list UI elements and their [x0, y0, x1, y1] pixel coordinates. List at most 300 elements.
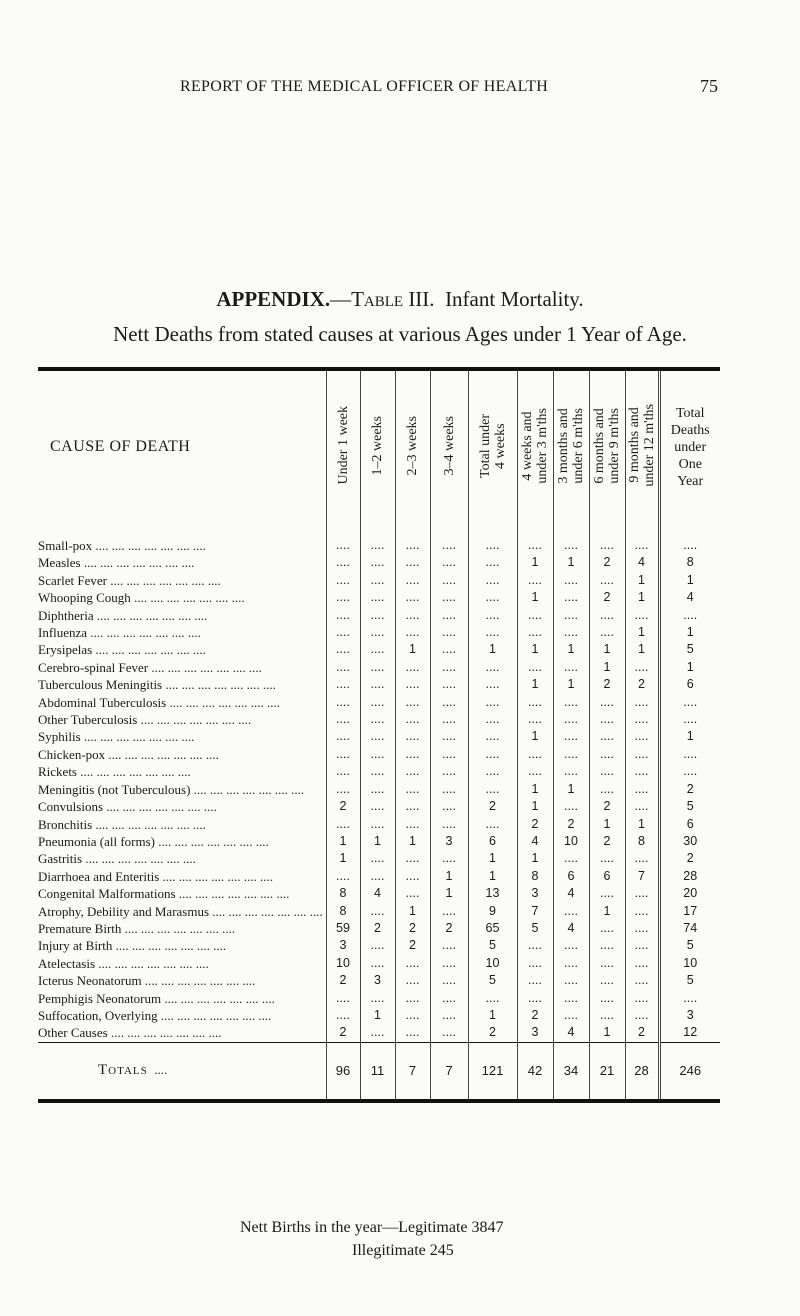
cause-cell: Small-pox .... .... .... .... .... .... ....	[38, 538, 206, 553]
value-cell: ....	[326, 781, 360, 798]
value-cell: ....	[360, 937, 395, 954]
value-cell: 6	[553, 868, 589, 885]
value-cell: ....	[517, 746, 553, 763]
value-cell: ....	[395, 728, 430, 745]
value-cell: ....	[430, 641, 468, 658]
cause-cell: Pemphigis Neonatorum .... .... .... .... .... .... ....	[38, 990, 275, 1006]
value-cell: 1	[625, 589, 659, 606]
value-cell: ....	[430, 1007, 468, 1024]
age-header-8: 6 months and under 9 m'ths	[589, 369, 625, 523]
cause-cell: Cerebro-spinal Fever .... .... .... .... .... .... ....	[38, 659, 262, 675]
value-cell: ....	[430, 937, 468, 954]
value-cell: 4	[553, 1024, 589, 1042]
value-cell: ....	[430, 676, 468, 693]
value-cell: ....	[326, 694, 360, 711]
row-total-cell: 74	[659, 920, 720, 937]
row-total-cell: 1	[659, 728, 720, 745]
appendix-label: APPENDIX.	[216, 287, 331, 311]
value-cell: ....	[326, 746, 360, 763]
value-cell: ....	[360, 659, 395, 676]
cause-cell: Gastritis .... .... .... .... .... .... ....	[38, 851, 196, 867]
cause-cell: Abdominal Tuberculosis .... .... .... .... .... .... ....	[38, 694, 280, 710]
cause-cell: Rickets .... .... .... .... .... .... ....	[38, 764, 191, 780]
legitimate-label: Legitimate	[398, 1219, 468, 1236]
cause-cell: Whooping Cough .... .... .... .... .... .... ....	[38, 590, 245, 606]
value-cell: 65	[468, 920, 517, 937]
value-cell: 1	[589, 659, 625, 676]
table-row	[38, 659, 720, 676]
table-row	[38, 746, 720, 763]
value-cell: ....	[589, 990, 625, 1007]
column-total-cell: 7	[430, 1042, 468, 1101]
table-row	[38, 523, 720, 554]
row-total-cell: 5	[659, 798, 720, 815]
value-cell: 6	[589, 868, 625, 885]
value-cell: ....	[517, 990, 553, 1007]
value-cell: 1	[430, 868, 468, 885]
value-cell: ....	[360, 763, 395, 780]
age-header-9: 9 months and under 12 m'ths	[625, 369, 659, 523]
value-cell: ....	[360, 554, 395, 571]
value-cell: 1	[395, 833, 430, 850]
value-cell: ....	[430, 746, 468, 763]
value-cell: ....	[430, 990, 468, 1007]
value-cell: ....	[468, 746, 517, 763]
value-cell: ....	[395, 885, 430, 902]
value-cell: ....	[430, 850, 468, 867]
nett-births-note	[240, 1216, 504, 1262]
value-cell: 1	[468, 850, 517, 867]
value-cell: 3	[517, 1024, 553, 1042]
row-total-cell: ....	[659, 711, 720, 728]
table-row	[38, 885, 720, 902]
value-cell: ....	[326, 676, 360, 693]
value-cell: 2	[360, 920, 395, 937]
value-cell: ....	[326, 659, 360, 676]
value-cell: 8	[625, 833, 659, 850]
cause-cell: Chicken-pox .... .... .... .... .... .... ....	[38, 746, 219, 762]
value-cell: ....	[395, 798, 430, 815]
table-body	[38, 523, 720, 1042]
value-cell: 5	[468, 972, 517, 989]
value-cell: 1	[589, 816, 625, 833]
value-cell: 1	[589, 641, 625, 658]
value-cell: ....	[517, 523, 553, 554]
total-deaths-header: Total Deaths under One Year	[659, 369, 720, 523]
row-total-cell: 5	[659, 937, 720, 954]
value-cell: ....	[589, 624, 625, 641]
table-row	[38, 850, 720, 867]
value-cell: 1	[517, 641, 553, 658]
value-cell: ....	[395, 711, 430, 728]
value-cell: 3	[430, 833, 468, 850]
value-cell: 1	[589, 1024, 625, 1042]
cause-cell: Scarlet Fever .... .... .... .... .... .... ....	[38, 572, 221, 588]
value-cell: ....	[625, 885, 659, 902]
value-cell: ....	[553, 589, 589, 606]
cause-cell: Congenital Malformations .... .... .... .... .... .... ....	[38, 886, 290, 902]
value-cell: ....	[589, 937, 625, 954]
row-total-cell: 6	[659, 676, 720, 693]
value-cell: ....	[553, 903, 589, 920]
table-row	[38, 607, 720, 624]
value-cell: ....	[553, 990, 589, 1007]
value-cell: 7	[517, 903, 553, 920]
grand-total-cell: 246	[659, 1042, 720, 1101]
value-cell: ....	[517, 572, 553, 589]
value-cell: ....	[553, 763, 589, 780]
value-cell: ....	[468, 523, 517, 554]
value-cell: ....	[430, 1024, 468, 1042]
age-header-1: Under 1 week	[326, 369, 360, 523]
value-cell: ....	[326, 624, 360, 641]
value-cell: 1	[625, 572, 659, 589]
value-cell: ....	[326, 1007, 360, 1024]
row-total-cell: ....	[659, 607, 720, 624]
value-cell: 2	[395, 937, 430, 954]
title-dash: —	[330, 287, 352, 311]
cause-cell: Diphtheria .... .... .... .... .... .... ....	[38, 607, 208, 623]
value-cell: ....	[395, 607, 430, 624]
value-cell: 2	[326, 798, 360, 815]
value-cell: ....	[468, 554, 517, 571]
value-cell: 2	[395, 920, 430, 937]
value-cell: ....	[517, 694, 553, 711]
value-cell: ....	[589, 1007, 625, 1024]
value-cell: 1	[468, 1007, 517, 1024]
table-row	[38, 728, 720, 745]
value-cell: 1	[553, 781, 589, 798]
value-cell: 5	[517, 920, 553, 937]
value-cell: ....	[625, 694, 659, 711]
value-cell: ....	[625, 1007, 659, 1024]
value-cell: ....	[360, 523, 395, 554]
value-cell: ....	[360, 798, 395, 815]
cause-of-death-header: CAUSE OF DEATH	[50, 438, 191, 455]
illegitimate-label: Illegitimate	[352, 1242, 426, 1259]
value-cell: 1	[625, 641, 659, 658]
value-cell: ....	[625, 607, 659, 624]
value-cell: 59	[326, 920, 360, 937]
totals-row	[38, 1042, 720, 1101]
value-cell: 1	[468, 868, 517, 885]
value-cell: 2	[553, 816, 589, 833]
value-cell: ....	[395, 1007, 430, 1024]
value-cell: 1	[395, 641, 430, 658]
value-cell: ....	[326, 607, 360, 624]
value-cell: ....	[625, 781, 659, 798]
table-row	[38, 763, 720, 780]
value-cell: 9	[468, 903, 517, 920]
value-cell: ....	[625, 711, 659, 728]
row-total-cell: 17	[659, 903, 720, 920]
value-cell: ....	[589, 694, 625, 711]
value-cell: 2	[468, 1024, 517, 1042]
value-cell: ....	[395, 972, 430, 989]
row-total-cell: 4	[659, 589, 720, 606]
value-cell: 2	[589, 554, 625, 571]
value-cell: ....	[395, 589, 430, 606]
row-total-cell: ....	[659, 694, 720, 711]
value-cell: 5	[468, 937, 517, 954]
value-cell: 1	[553, 676, 589, 693]
value-cell: ....	[553, 746, 589, 763]
page-number: 75	[700, 76, 718, 96]
table-row	[38, 955, 720, 972]
value-cell: ....	[468, 607, 517, 624]
cause-cell: Other Tuberculosis .... .... .... .... .... .... ....	[38, 712, 252, 728]
row-total-cell: 1	[659, 572, 720, 589]
cause-cell: Other Causes .... .... .... .... .... .... ....	[38, 1025, 222, 1041]
value-cell: ....	[430, 955, 468, 972]
value-cell: ....	[517, 711, 553, 728]
cause-cell: Atrophy, Debility and Marasmus .... .... .... .... .... .... ....	[38, 903, 323, 919]
table-row	[38, 641, 720, 658]
value-cell: 3	[360, 972, 395, 989]
value-cell: 10	[468, 955, 517, 972]
value-cell: ....	[326, 589, 360, 606]
table-row	[38, 676, 720, 693]
table-row	[38, 990, 720, 1007]
value-cell: ....	[326, 523, 360, 554]
value-cell: ....	[395, 1024, 430, 1042]
value-cell: ....	[430, 572, 468, 589]
value-cell: ....	[553, 798, 589, 815]
value-cell: 10	[553, 833, 589, 850]
value-cell: ....	[468, 781, 517, 798]
value-cell: 13	[468, 885, 517, 902]
infant-mortality-table	[38, 367, 720, 1103]
value-cell: ....	[430, 659, 468, 676]
table-row	[38, 937, 720, 954]
cause-cell: Meningitis (not Tuberculous) .... .... .... .... .... .... ....	[38, 781, 305, 797]
value-cell: 2	[468, 798, 517, 815]
value-cell: ....	[430, 554, 468, 571]
value-cell: ....	[468, 816, 517, 833]
column-total-cell: 28	[625, 1042, 659, 1101]
value-cell: ....	[553, 523, 589, 554]
cause-cell: Suffocation, Overlying .... .... .... .... .... .... ....	[38, 1007, 272, 1023]
value-cell: ....	[395, 850, 430, 867]
value-cell: ....	[553, 937, 589, 954]
cause-cell: Diarrhoea and Enteritis .... .... .... .... .... .... ....	[38, 868, 274, 884]
value-cell: ....	[589, 572, 625, 589]
value-cell: ....	[395, 523, 430, 554]
age-header-6: 4 weeks and under 3 m'ths	[517, 369, 553, 523]
value-cell: ....	[589, 885, 625, 902]
column-total-cell: 121	[468, 1042, 517, 1101]
value-cell: ....	[395, 990, 430, 1007]
value-cell: ....	[360, 816, 395, 833]
cause-cell: Syphilis .... .... .... .... .... .... ....	[38, 729, 195, 745]
value-cell: ....	[468, 694, 517, 711]
row-total-cell: 2	[659, 850, 720, 867]
value-cell: 8	[326, 885, 360, 902]
value-cell: 1	[625, 624, 659, 641]
row-total-cell: 1	[659, 659, 720, 676]
value-cell: 2	[326, 1024, 360, 1042]
row-total-cell: 10	[659, 955, 720, 972]
table-row	[38, 868, 720, 885]
value-cell: 8	[326, 903, 360, 920]
value-cell: ....	[553, 955, 589, 972]
value-cell: ....	[625, 763, 659, 780]
value-cell: ....	[430, 607, 468, 624]
value-cell: ....	[553, 850, 589, 867]
value-cell: ....	[326, 572, 360, 589]
value-cell: 1	[517, 554, 553, 571]
row-total-cell: ....	[659, 990, 720, 1007]
row-total-cell: 5	[659, 641, 720, 658]
value-cell: ....	[326, 868, 360, 885]
column-total-cell: 21	[589, 1042, 625, 1101]
value-cell: 2	[589, 833, 625, 850]
row-total-cell: 12	[659, 1024, 720, 1042]
running-head: REPORT OF THE MEDICAL OFFICER OF HEALTH	[180, 78, 549, 95]
value-cell: ....	[360, 868, 395, 885]
age-header-3: 2–3 weeks	[395, 369, 430, 523]
value-cell: ....	[468, 711, 517, 728]
value-cell: 1	[517, 798, 553, 815]
value-cell: ....	[430, 728, 468, 745]
value-cell: ....	[430, 903, 468, 920]
cause-cell: Measles .... .... .... .... .... .... ....	[38, 555, 195, 571]
value-cell: ....	[395, 572, 430, 589]
value-cell: ....	[553, 728, 589, 745]
value-cell: ....	[553, 572, 589, 589]
table-row	[38, 1007, 720, 1024]
value-cell: 3	[326, 937, 360, 954]
value-cell: 2	[589, 798, 625, 815]
legitimate-value: 3847	[471, 1219, 504, 1236]
value-cell: ....	[360, 694, 395, 711]
value-cell: ....	[395, 624, 430, 641]
value-cell: 10	[326, 955, 360, 972]
value-cell: ....	[326, 554, 360, 571]
value-cell: 2	[517, 816, 553, 833]
value-cell: ....	[395, 694, 430, 711]
value-cell: ....	[395, 554, 430, 571]
value-cell: ....	[553, 624, 589, 641]
cause-cell: Icterus Neonatorum .... .... .... .... .... .... ....	[38, 973, 256, 989]
value-cell: ....	[395, 763, 430, 780]
value-cell: ....	[395, 746, 430, 763]
value-cell: 7	[625, 868, 659, 885]
value-cell: ....	[395, 816, 430, 833]
value-cell: 2	[625, 1024, 659, 1042]
table-topic: Infant Mortality.	[445, 287, 584, 311]
table-label: Table III.	[351, 287, 435, 311]
value-cell: ....	[553, 972, 589, 989]
value-cell: ....	[553, 659, 589, 676]
births-lead: Nett Births in the year—	[240, 1219, 399, 1236]
value-cell: ....	[589, 523, 625, 554]
illegitimate-value: 245	[429, 1242, 454, 1259]
value-cell: ....	[517, 972, 553, 989]
value-cell: 4	[625, 554, 659, 571]
value-cell: ....	[468, 624, 517, 641]
value-cell: ....	[430, 694, 468, 711]
age-header-5: Total under 4 weeks	[468, 369, 517, 523]
value-cell: 3	[517, 885, 553, 902]
cause-cell: Atelectasis .... .... .... .... .... .... ....	[38, 955, 209, 971]
table-row	[38, 903, 720, 920]
value-cell: ....	[430, 624, 468, 641]
value-cell: ....	[517, 937, 553, 954]
value-cell: ....	[360, 955, 395, 972]
table-row	[38, 624, 720, 641]
value-cell: 6	[468, 833, 517, 850]
value-cell: 2	[589, 676, 625, 693]
value-cell: ....	[360, 711, 395, 728]
value-cell: ....	[589, 728, 625, 745]
value-cell: ....	[360, 641, 395, 658]
value-cell: ....	[553, 1007, 589, 1024]
value-cell: ....	[430, 589, 468, 606]
row-total-cell: 20	[659, 885, 720, 902]
value-cell: 1	[360, 1007, 395, 1024]
value-cell: ....	[395, 955, 430, 972]
value-cell: ....	[360, 746, 395, 763]
value-cell: ....	[430, 798, 468, 815]
table-row	[38, 589, 720, 606]
value-cell: ....	[517, 955, 553, 972]
value-cell: ....	[625, 972, 659, 989]
value-cell: 4	[553, 920, 589, 937]
value-cell: ....	[625, 937, 659, 954]
value-cell: ....	[326, 728, 360, 745]
column-total-cell: 42	[517, 1042, 553, 1101]
value-cell: 1	[517, 728, 553, 745]
value-cell: ....	[468, 659, 517, 676]
value-cell: ....	[468, 572, 517, 589]
row-total-cell: 5	[659, 972, 720, 989]
table-row	[38, 833, 720, 850]
value-cell: 1	[517, 676, 553, 693]
value-cell: ....	[625, 746, 659, 763]
value-cell: ....	[589, 781, 625, 798]
table-row	[38, 972, 720, 989]
value-cell: ....	[589, 955, 625, 972]
value-cell: ....	[360, 728, 395, 745]
value-cell: ....	[468, 763, 517, 780]
value-cell: 2	[326, 972, 360, 989]
cause-cell: Convulsions .... .... .... .... .... .... ....	[38, 799, 217, 815]
cause-cell: Injury at Birth .... .... .... .... .... .... ....	[38, 938, 227, 954]
value-cell: 1	[468, 641, 517, 658]
table-subtitle: Nett Deaths from stated causes at various Ages under 1 Year of Age.	[113, 322, 687, 346]
value-cell: ....	[326, 641, 360, 658]
value-cell: ....	[553, 694, 589, 711]
row-total-cell: 2	[659, 781, 720, 798]
value-cell: ....	[589, 607, 625, 624]
table-row	[38, 798, 720, 815]
value-cell: 1	[553, 554, 589, 571]
row-total-cell: 30	[659, 833, 720, 850]
value-cell: ....	[625, 523, 659, 554]
table-row	[38, 554, 720, 571]
age-header-7: 3 months and under 6 m'ths	[553, 369, 589, 523]
value-cell: ....	[468, 589, 517, 606]
cause-cell: Erysipelas .... .... .... .... .... .... ....	[38, 642, 206, 658]
value-cell: ....	[625, 903, 659, 920]
table-row	[38, 920, 720, 937]
value-cell: ....	[360, 676, 395, 693]
row-total-cell: 3	[659, 1007, 720, 1024]
value-cell: ....	[625, 920, 659, 937]
value-cell: ....	[360, 572, 395, 589]
value-cell: 4	[553, 885, 589, 902]
